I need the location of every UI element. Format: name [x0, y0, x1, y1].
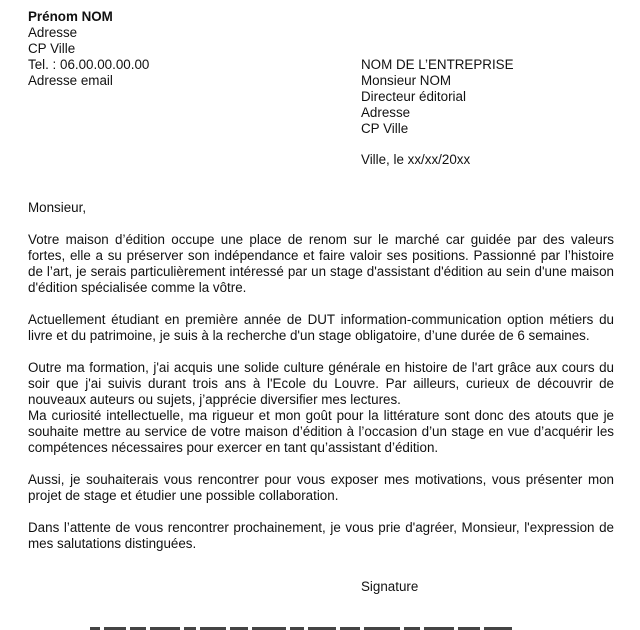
sender-name: Prénom NOM: [28, 9, 113, 24]
sender-city: CP Ville: [28, 41, 76, 56]
footer-text-cropped: [90, 623, 530, 630]
paragraph-qualities: Ma curiosité intellectuelle, ma rigueur et mon goût pour la littérature sont donc des atouts que je souhaite mettre au service de votre maison d’édition à l’occasion d’un stage en vue d’acquérir les compétences nécessaires pour exercer en tant qu’assistant d’édition.: [28, 408, 614, 455]
sender-block: [28, 9, 149, 89]
paragraph-intro: Votre maison d’édition occupe une place de renom sur le marché car guidée par des valeurs fortes, elle a su préserver son indépendance et faire valoir ses positions. Passionné par l’histoire de l’art, je serais particulièrement intéressé par un stage d'assistant d'édition au sein d'une maison d'édition spécialisée comme la vôtre.: [28, 232, 614, 295]
recipient-role: Directeur éditorial: [361, 89, 466, 104]
sender-phone: Tel. : 06.00.00.00.00: [28, 57, 150, 72]
sender-address: Adresse: [28, 25, 78, 40]
place-date: Ville, le xx/xx/20xx: [361, 152, 471, 167]
sender-email: Adresse email: [28, 73, 113, 88]
recipient-contact: Monsieur NOM: [361, 73, 452, 88]
signature: Signature: [361, 579, 419, 594]
recipient-company: NOM DE L’ENTREPRISE: [361, 57, 514, 72]
footer-cropped-glyphs: [90, 624, 530, 630]
paragraph-studies: Actuellement étudiant en première année de DUT information-communication option métiers du livre et du patrimoine, je suis à la recherche d'un stage obligatoire, d’une durée de 6 semaines.: [28, 312, 614, 343]
recipient-block: [361, 57, 514, 137]
paragraph-background: Outre ma formation, j'ai acquis une solide culture générale en histoire de l'art grâce aux cours du soir que j'ai suivis durant trois ans à l'Ecole du Louvre. Par ailleurs, curieux de découvrir de nouveaux auteurs ou sujets, j’apprécie diversifier mes lectures.: [28, 360, 614, 407]
recipient-city: CP Ville: [361, 121, 409, 136]
recipient-address: Adresse: [361, 105, 411, 120]
paragraph-meeting: Aussi, je souhaiterais vous rencontrer pour vous exposer mes motivations, vous présenter mon projet de stage et étudier une possible collaboration.: [28, 472, 614, 503]
salutation: Monsieur,: [28, 200, 87, 215]
paragraph-closing: Dans l’attente de vous rencontrer prochainement, je vous prie d'agréer, Monsieur, l'expression de mes salutations distinguées.: [28, 520, 614, 551]
letter-body: [28, 232, 614, 568]
